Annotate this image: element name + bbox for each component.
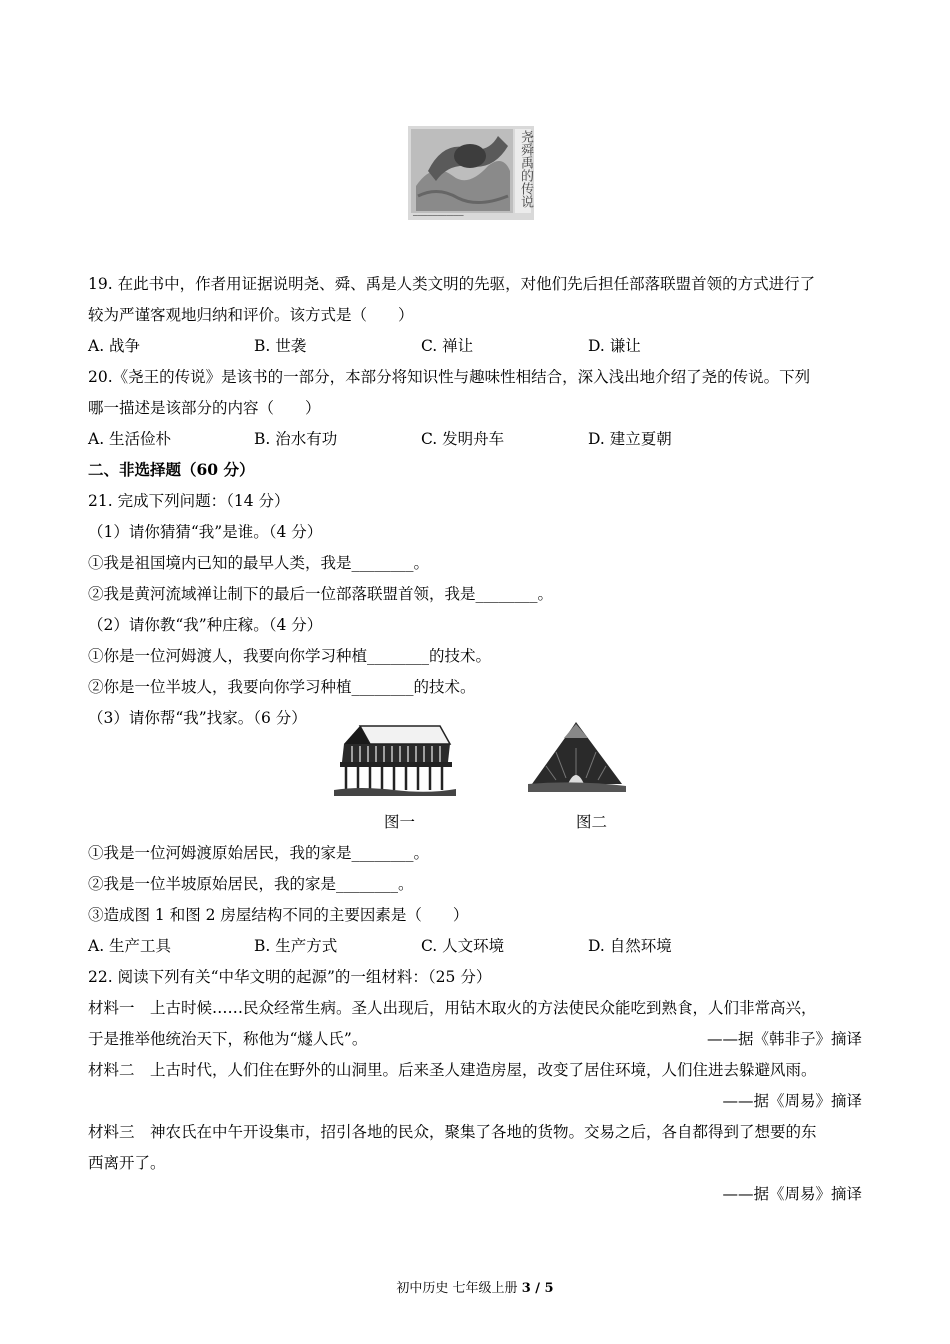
- footer-text: 初中历史 七年级上册: [396, 1281, 522, 1296]
- page-number: 3 / 5: [521, 1281, 554, 1296]
- q20-option-c[interactable]: C. 发明舟车: [421, 430, 505, 448]
- q20-option-d[interactable]: D. 建立夏朝: [588, 430, 672, 448]
- q22-material2-source: ——据《周易》摘译: [722, 1092, 862, 1110]
- q22-material3-source: ——据《周易》摘译: [722, 1185, 862, 1203]
- book-cover-image: [408, 126, 534, 220]
- svg-text:━━━━━━━━━━━━━━━━━━━━━: ━━━━━━━━━━━━━━━━━━━━━: [413, 213, 464, 218]
- section-2-heading: 二、非选择题（60 分）: [88, 460, 255, 479]
- q22-title: 22. 阅读下列有关“中华文明的起源”的一组材料：（25 分）: [88, 968, 492, 986]
- q22-material1-line2: 于是推举他统治天下，称他为“燧人氏”。: [88, 1030, 368, 1048]
- q21-part3-b: ②我是一位半坡原始居民，我的家是________。: [88, 875, 414, 893]
- q21-option-c[interactable]: C. 人文环境: [421, 937, 505, 955]
- figure-2-caption: 图二: [576, 813, 608, 831]
- q21-part2-a: ①你是一位河姆渡人，我要向你学习种植________的技术。: [88, 647, 492, 665]
- q21-option-a[interactable]: A. 生产工具: [88, 937, 172, 955]
- figure-1-stilt-house: [330, 722, 458, 800]
- q19-text-line1: 19. 在此书中，作者用证据说明尧、舜、禹是人类文明的先驱，对他们先后担任部落联盟首领的方式进行了: [88, 275, 816, 293]
- q22-material1-line1: 材料一 上古时候……民众经常生病。圣人出现后，用钻木取火的方法使民众能吃到熟食，人们非常高兴，: [88, 999, 817, 1017]
- q21-part2-b: ②你是一位半坡人，我要向你学习种植________的技术。: [88, 678, 476, 696]
- q20-text-line1: 20.《尧王的传说》是该书的一部分，本部分将知识性与趣味性相结合，深入浅出地介绍了尧的传说。下列: [88, 368, 811, 386]
- q21-part1-title: （1）请你猜猜“我”是谁。（4 分）: [88, 523, 323, 541]
- q21-option-b[interactable]: B. 生产方式: [254, 937, 338, 955]
- q22-material3-line1: 材料三 神农氏在中午开设集市，招引各地的民众，聚集了各地的货物。交易之后，各自都得到了想要的东: [88, 1123, 817, 1141]
- q20-option-a[interactable]: A. 生活俭朴: [88, 430, 172, 448]
- figure-2-banpo-hut: [526, 718, 628, 798]
- q21-part1-b: ②我是黄河流域禅让制下的最后一位部落联盟首领，我是________。: [88, 585, 554, 603]
- q22-material2-line1: 材料二 上古时代，人们住在野外的山洞里。后来圣人建造房屋，改变了居住环境，人们住进去躲避风雨。: [88, 1061, 817, 1079]
- q20-option-b[interactable]: B. 治水有功: [254, 430, 338, 448]
- q22-material3-line2: 西离开了。: [88, 1154, 166, 1172]
- figure-1-caption: 图一: [384, 813, 416, 831]
- q21-part1-a: ①我是祖国境内已知的最早人类，我是________。: [88, 554, 430, 572]
- book-cover-title: 尧舜禹的传说: [518, 130, 533, 208]
- q19-option-c[interactable]: C. 禅让: [421, 337, 474, 355]
- q21-title: 21. 完成下列问题：（14 分）: [88, 492, 290, 510]
- q20-text-line2: 哪一描述是该部分的内容（ ）: [88, 399, 321, 417]
- q19-text-line2: 较为严谨客观地归纳和评价。该方式是（ ）: [88, 306, 414, 324]
- q21-option-d[interactable]: D. 自然环境: [588, 937, 672, 955]
- q22-material1-source: ——据《韩非子》摘译: [706, 1030, 862, 1048]
- q21-part2-title: （2）请你教“我”种庄稼。（4 分）: [88, 616, 323, 634]
- q19-option-b[interactable]: B. 世袭: [254, 337, 307, 355]
- q21-part3-a: ①我是一位河姆渡原始居民，我的家是________。: [88, 844, 430, 862]
- q21-part3-title: （3）请你帮“我”找家。（6 分）: [88, 709, 307, 727]
- q19-option-a[interactable]: A. 战争: [88, 337, 141, 355]
- q19-option-d[interactable]: D. 谦让: [588, 337, 641, 355]
- page-footer: [0, 1280, 950, 1298]
- q21-part3-c: ③造成图 1 和图 2 房屋结构不同的主要因素是（ ）: [88, 906, 469, 924]
